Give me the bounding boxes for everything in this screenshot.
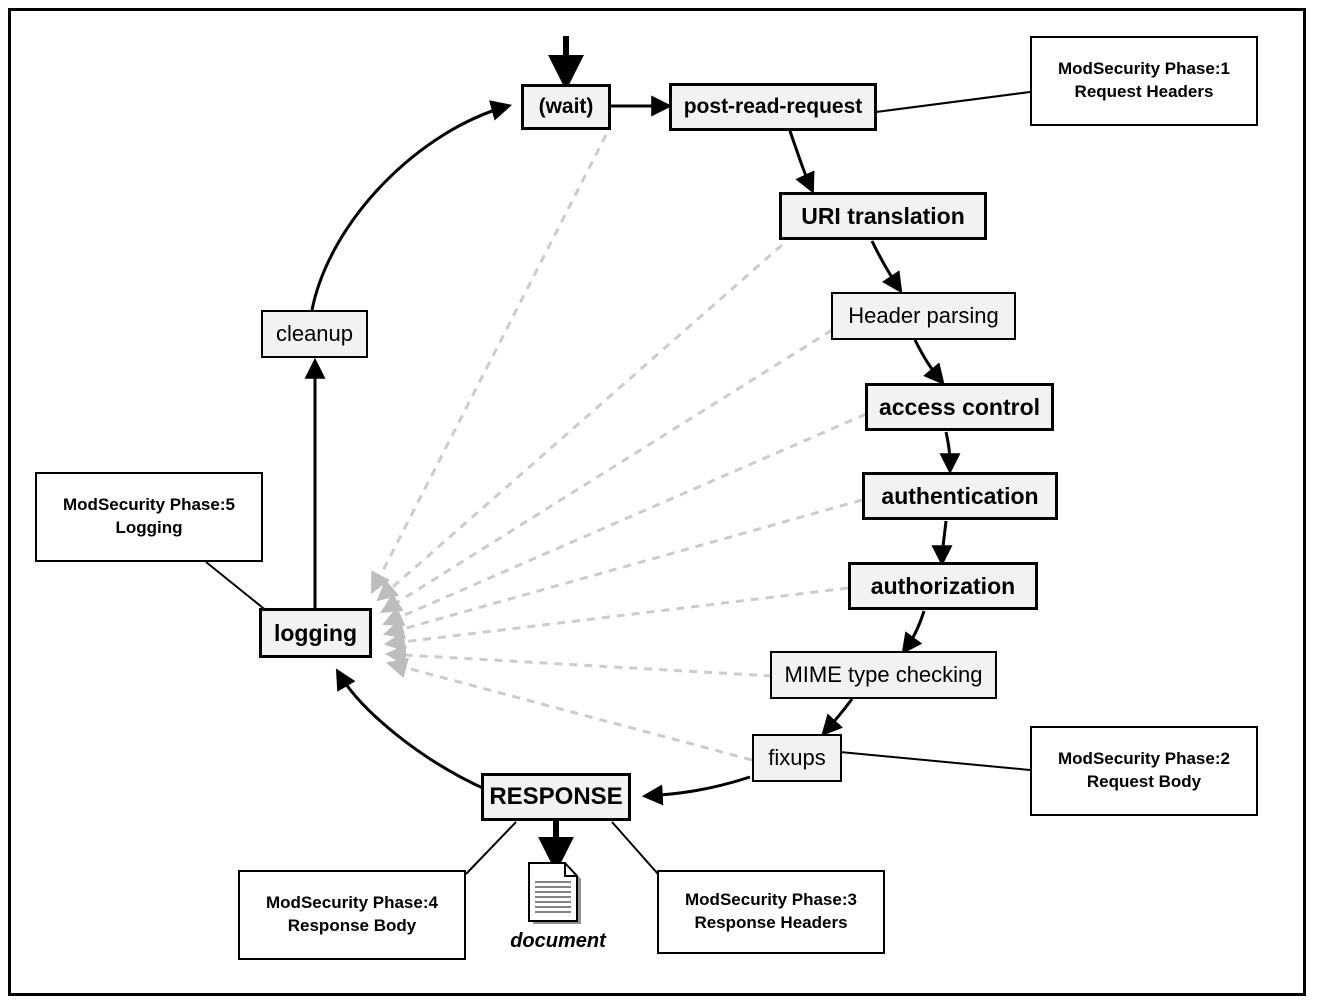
- node-header-parsing[interactable]: [831, 292, 1016, 340]
- note-phase4-line2: Response Body: [287, 916, 417, 935]
- node-authorization-label: authorization: [870, 572, 1016, 599]
- node-access-control-label: access control: [878, 393, 1041, 420]
- node-post-read-request-label: post-read-request: [683, 95, 863, 118]
- node-authorization[interactable]: [848, 562, 1038, 610]
- note-phase1-line1: ModSecurity Phase:1: [1058, 59, 1230, 79]
- note-phase3-line2: Response Headers: [694, 913, 848, 932]
- node-fixups-label: fixups: [768, 745, 826, 770]
- node-access-control[interactable]: [865, 383, 1054, 431]
- node-uri-translation-label: URI translation: [801, 202, 965, 229]
- node-fixups[interactable]: [752, 734, 842, 782]
- node-authentication-label: authentication: [881, 482, 1039, 509]
- node-cleanup[interactable]: [261, 310, 368, 358]
- document-label: document: [510, 930, 606, 952]
- note-modsecurity-phase-2: [1030, 726, 1258, 816]
- note-phase1-line2: Request Headers: [1074, 82, 1214, 101]
- node-header-parsing-label: Header parsing: [848, 303, 999, 328]
- node-cleanup-label: cleanup: [275, 321, 354, 346]
- node-response[interactable]: [481, 773, 631, 821]
- node-response-label: RESPONSE: [489, 783, 623, 810]
- note-phase5-line1: ModSecurity Phase:5: [63, 495, 235, 515]
- note-modsecurity-phase-5: [35, 472, 263, 562]
- node-uri-translation[interactable]: [779, 192, 987, 240]
- note-modsecurity-phase-4: [238, 870, 466, 960]
- note-phase3-line1: ModSecurity Phase:3: [685, 890, 857, 910]
- note-phase5-line2: Logging: [115, 518, 183, 537]
- note-phase2-line1: ModSecurity Phase:2: [1058, 749, 1230, 769]
- node-mime-type-checking[interactable]: [770, 651, 997, 699]
- node-logging[interactable]: [259, 608, 372, 658]
- note-phase4-line1: ModSecurity Phase:4: [266, 893, 438, 913]
- note-phase2-line2: Request Body: [1086, 772, 1202, 791]
- node-mime-type-checking-label: MIME type checking: [784, 662, 983, 687]
- node-authentication[interactable]: [862, 472, 1058, 520]
- node-wait-label: (wait): [538, 95, 594, 118]
- node-post-read-request[interactable]: [669, 83, 877, 131]
- note-modsecurity-phase-3: [657, 870, 885, 954]
- document-icon: [527, 862, 589, 930]
- node-logging-label: logging: [273, 619, 358, 646]
- node-wait[interactable]: [521, 84, 611, 130]
- note-modsecurity-phase-1: [1030, 36, 1258, 126]
